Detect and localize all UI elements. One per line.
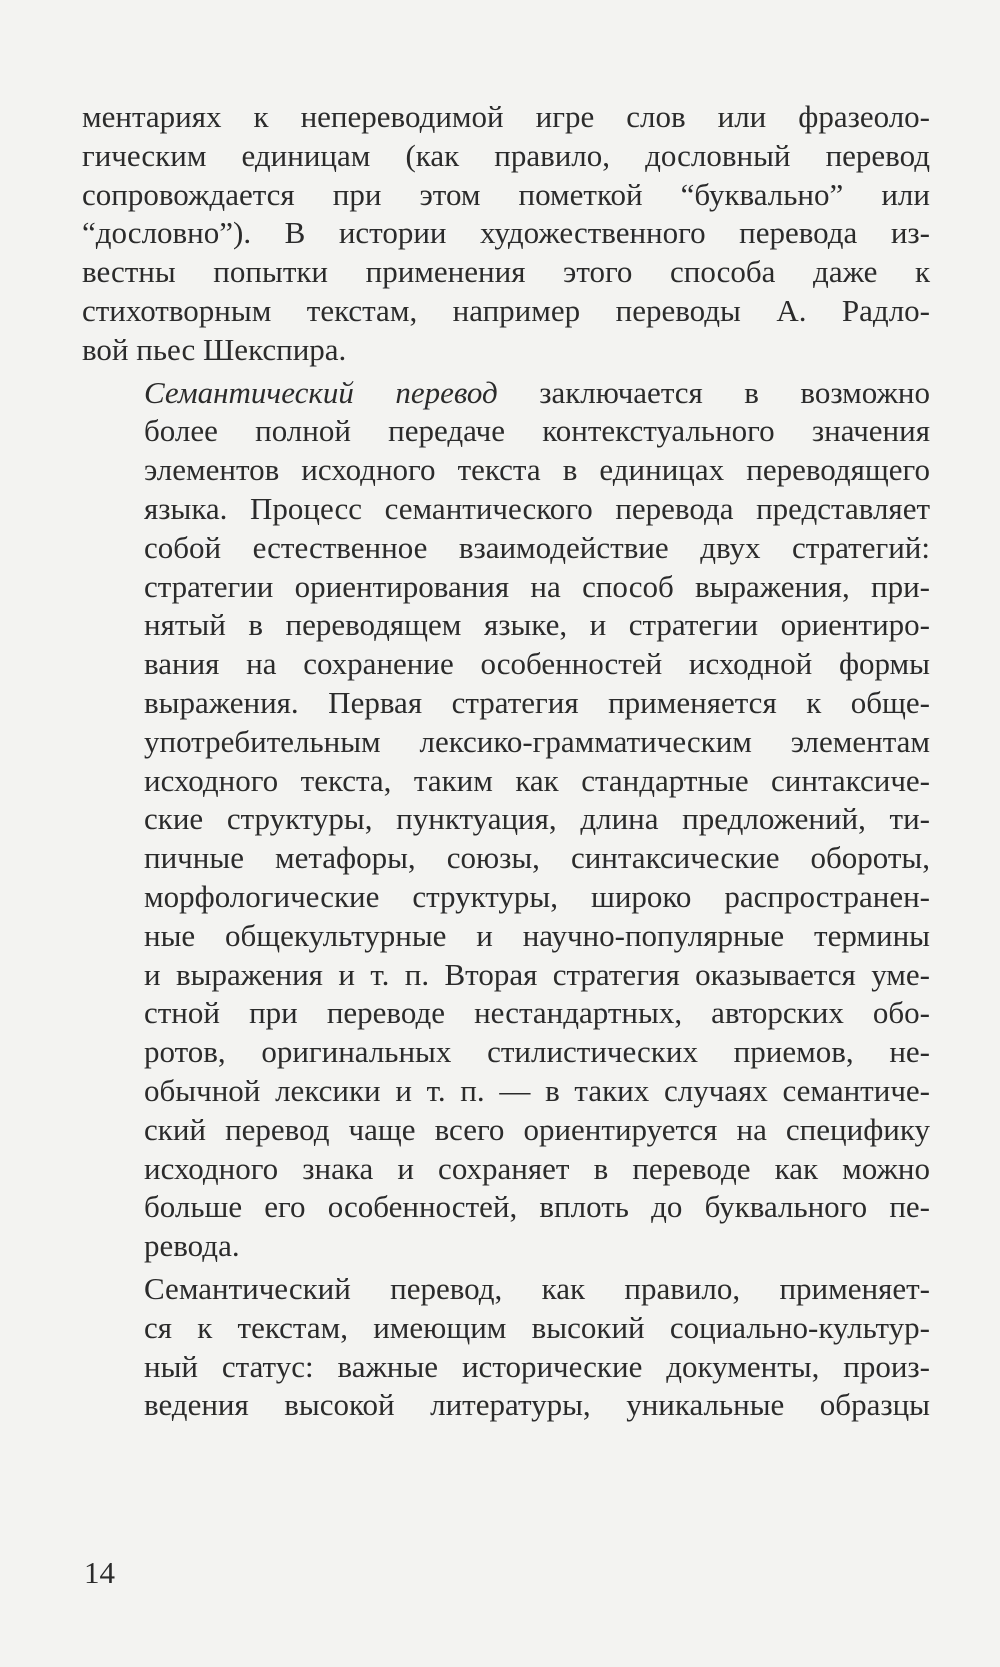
text-line: ревода. (144, 1228, 240, 1264)
text-line: стной при переводе нестандартных, авторских обо- (144, 995, 930, 1031)
text-line: гическим единицам (как правило, дословный перевод (82, 137, 930, 173)
text-line: элементов исходного текста в единицах переводящего (144, 452, 930, 488)
paragraph (82, 98, 930, 370)
page-number: 14 (84, 1555, 115, 1590)
text-line: ные общекультурные и научно-популярные термины (144, 917, 930, 953)
text-line: пичные метафоры, союзы, синтаксические обороты, (144, 840, 930, 876)
text-line: употребительным лексико-грамматическим элементам (144, 723, 930, 759)
italic-term: Семантический перевод (144, 374, 498, 410)
text-line: сопровождается при этом пометкой “буквально” или (82, 176, 930, 212)
text-line: ведения высокой литературы, уникальные образцы (144, 1387, 930, 1423)
text-line: больше его особенностей, вплоть до буквального пе- (144, 1189, 930, 1225)
text-line: более полной передаче контекстуального значения (144, 413, 930, 449)
text-line: нятый в переводящем языке, и стратегии ориентиро- (144, 607, 930, 643)
text-line: собой естественное взаимодействие двух стратегий: (144, 529, 930, 565)
text-line: ские структуры, пунктуация, длина предложений, ти- (144, 801, 930, 837)
text-line: ментариях к непереводимой игре слов или фразеоло- (82, 99, 930, 134)
text-line: вания на сохранение особенностей исходной формы (144, 646, 930, 682)
text-line: стратегии ориентирования на способ выражения, при- (144, 568, 930, 604)
text-line: ротов, оригинальных стилистических приемов, не- (144, 1034, 930, 1070)
paragraph (82, 374, 930, 1266)
text-line: и выражения и т. п. Вторая стратегия оказывается уме- (144, 956, 930, 992)
text-line: “дословно”). В истории художественного перевода из- (82, 215, 930, 251)
text-line: вой пьес Шекспира. (82, 331, 347, 367)
text-line: исходного текста, таким как стандартные синтаксиче- (144, 762, 930, 798)
text-line: Семантический перевод, как правило, применяет- (144, 1270, 930, 1306)
text-fragment: заключается в возможно (497, 374, 931, 410)
text-line: ся к текстам, имеющим высокий социально-культур- (144, 1309, 930, 1345)
text-line (82, 374, 930, 413)
paragraph (82, 1270, 930, 1425)
text-line: морфологические структуры, широко распространен- (144, 878, 930, 914)
text-line: ский перевод чаще всего ориентируется на специфику (144, 1111, 930, 1147)
text-line: выражения. Первая стратегия применяется к обще- (144, 684, 930, 720)
text-line: ный статус: важные исторические документы, произ- (144, 1348, 930, 1384)
text-line: обычной лексики и т. п. — в таких случаях семантиче- (144, 1072, 930, 1108)
text-line: стихотворным текстам, например переводы А. Радло- (82, 292, 930, 328)
text-line: языка. Процесс семантического перевода представляет (144, 490, 930, 526)
page-body (82, 98, 930, 1425)
text-line: исходного знака и сохраняет в переводе как можно (144, 1150, 930, 1186)
text-line: вестны попытки применения этого способа даже к (82, 254, 930, 290)
